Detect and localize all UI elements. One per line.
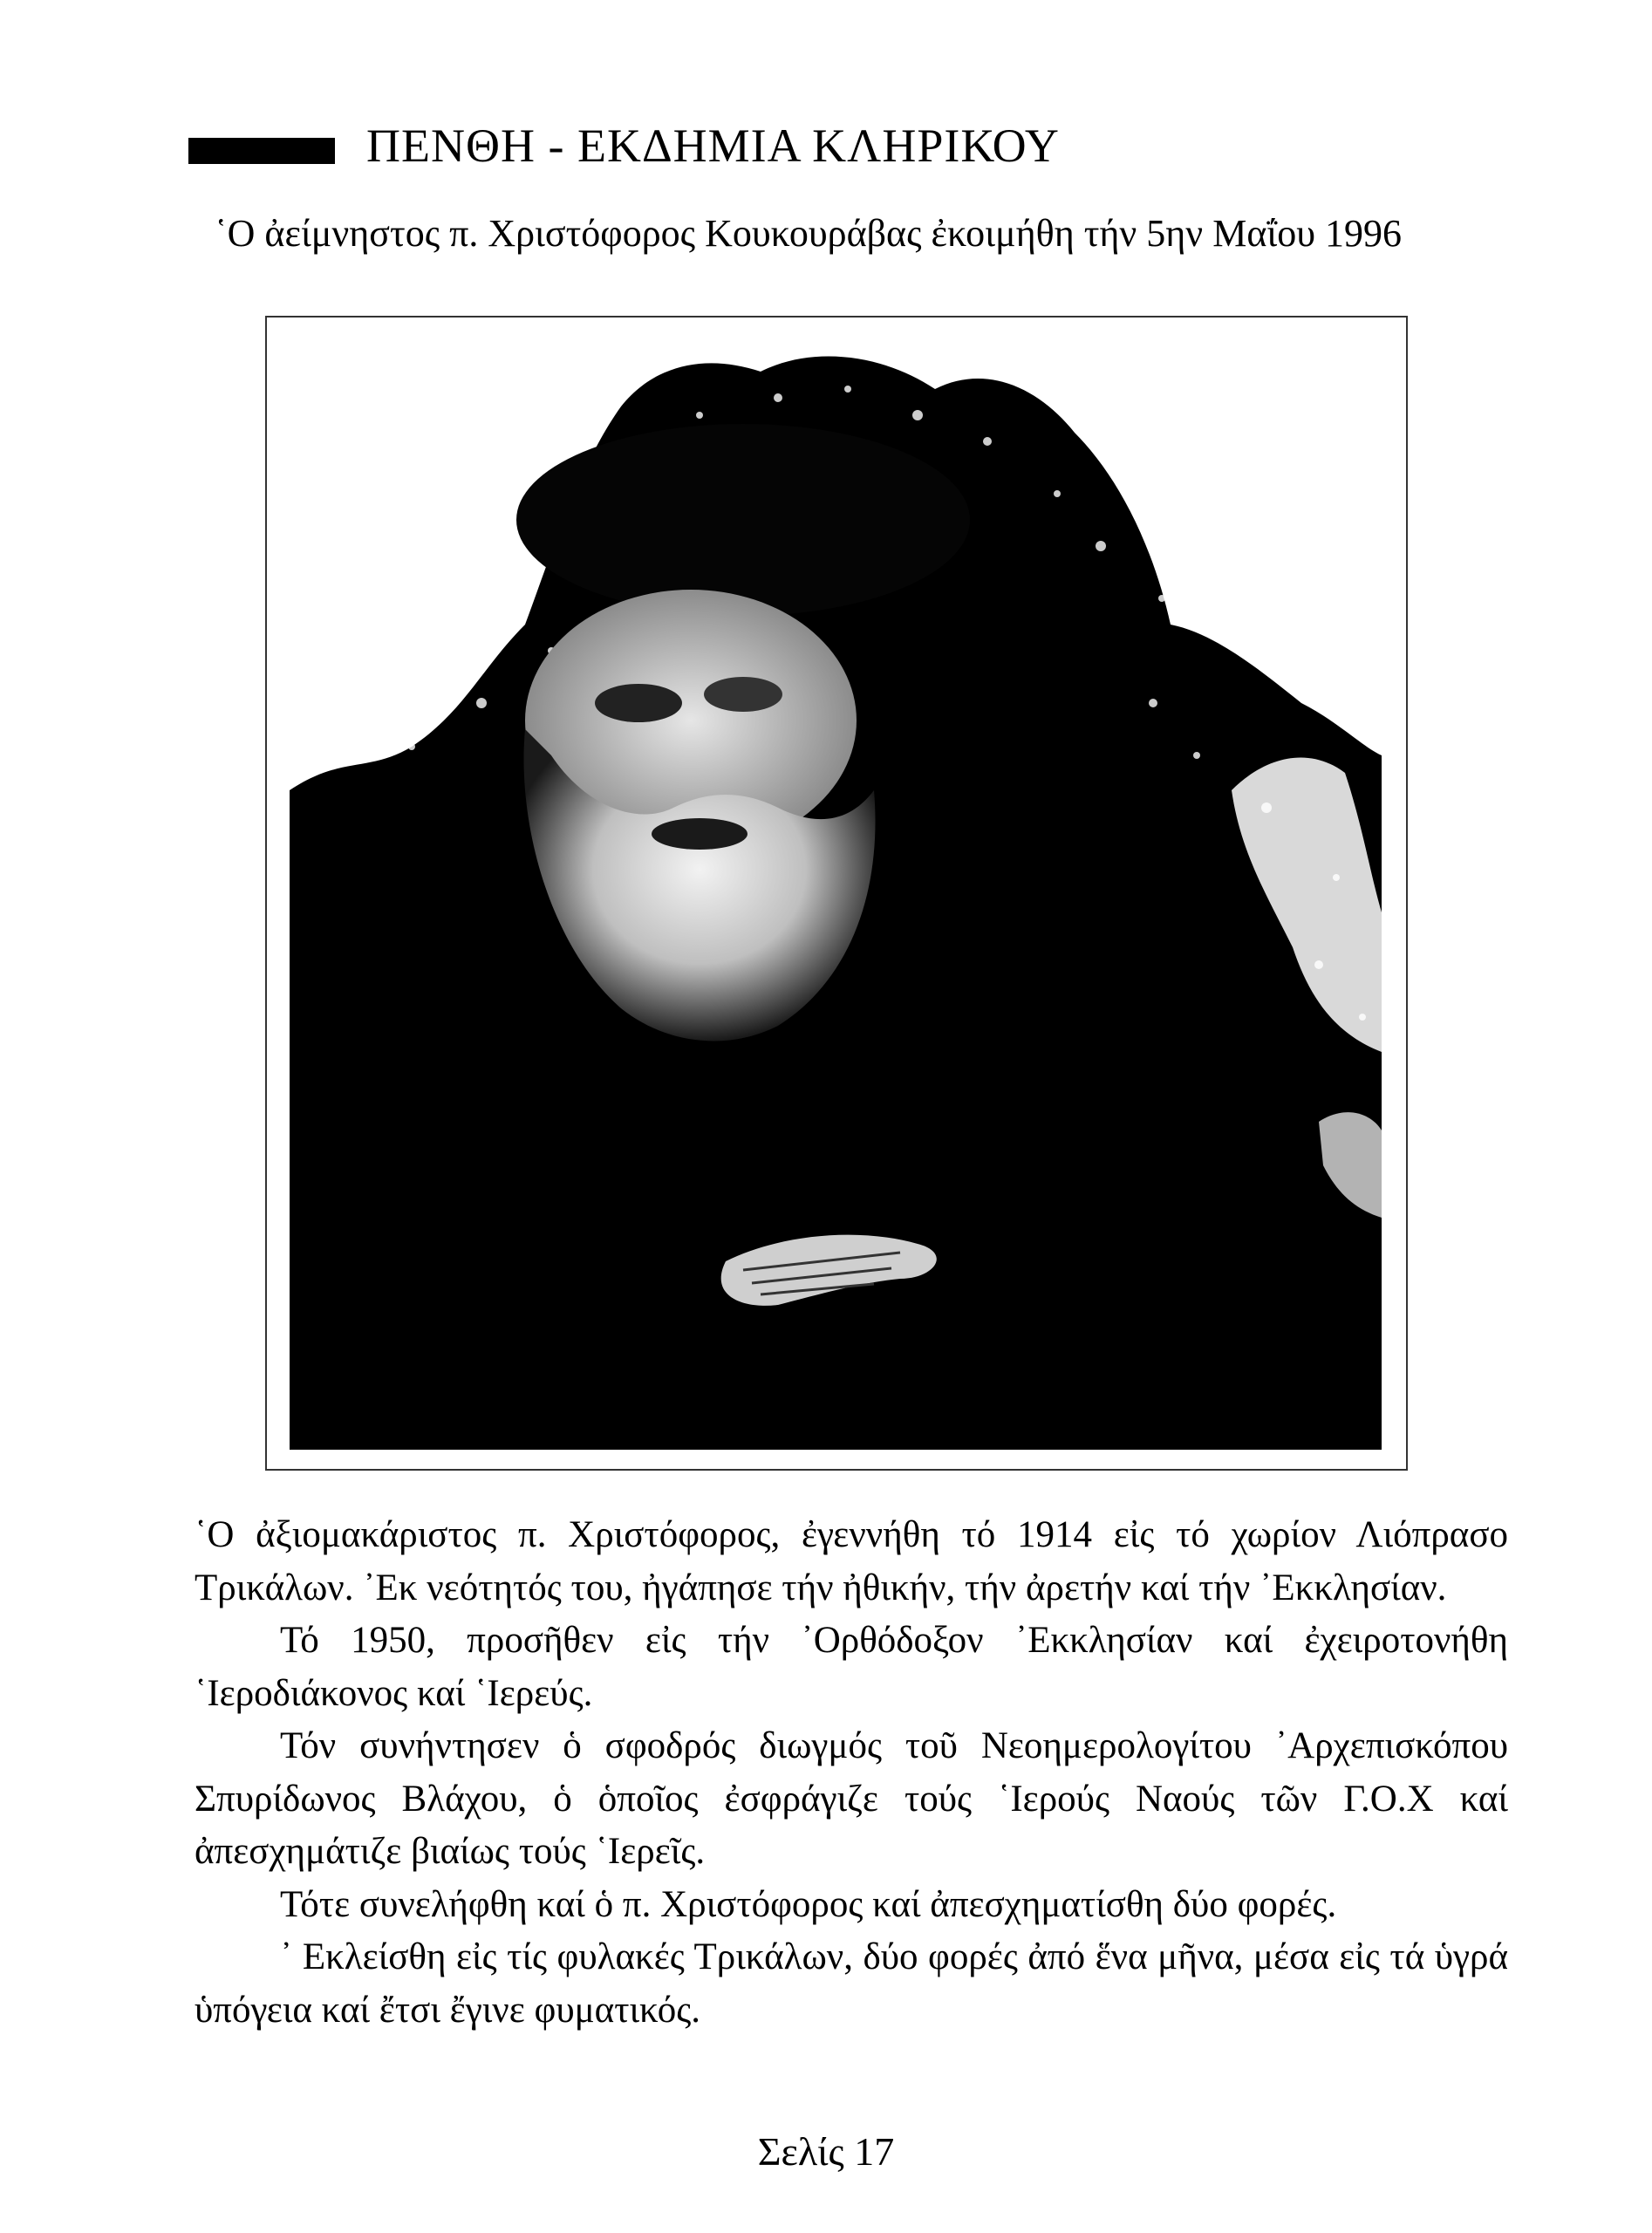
article-body bbox=[195, 1509, 1508, 2037]
paragraph-persecution: Τόν συνήντησεν ὁ σφοδρός διωγμός τοῦ Νεοημερολογίτου ᾿Αρχεπισκόπου Σπυρίδωνος Βλάχου, ὁ ὁποῖος ἐσφράγιζε τούς ῾Ιερούς Ναούς τῶν Γ.Ο.Χ καί ἀπεσχημάτιζε βιαίως τούς ῾Ιερεῖς. bbox=[195, 1725, 1508, 1872]
portrait-image bbox=[290, 337, 1382, 1450]
paragraph-ordination: Τό 1950, προσῆθεν εἰς τήν ᾿Ορθόδοξον ᾿Εκκλησίαν καί ἐχειροτονήθη ῾Ιεροδιάκονος καί ῾Ιερεύς. bbox=[195, 1620, 1508, 1714]
photo-frame bbox=[265, 316, 1408, 1471]
paragraph-arrest: Τότε συνελήφθη καί ὁ π. Χριστόφορος καί ἀπεσχηματίσθη δύο φορές. bbox=[280, 1883, 1337, 1925]
section-title: ΠΕΝΘΗ - ΕΚΔΗΜΙΑ ΚΛΗΡΙΚΟΥ bbox=[366, 120, 1060, 172]
paragraph-imprisonment: ᾿ Εκλείσθη εἰς τίς φυλακές Τρικάλων, δύο φορές ἀπό ἕνα μῆνα, μέσα εἰς τά ὑγρά ὑπόγεια καί ἔτσι ἔγινε φυματικός. bbox=[195, 1936, 1508, 2031]
paragraph-birth: ῾Ο ἀξιομακάριστος π. Χριστόφορος, ἐγεννήθη τό 1914 εἰς τό χωρίον Λιόπρασο Τρικάλων. ᾿Εκ νεότητός του, ἠγάπησε τήν ἠθικήν, τήν ἀρετήν καί τήν ᾿Εκκλησίαν. bbox=[195, 1514, 1508, 1608]
header-bar bbox=[188, 138, 335, 164]
subtitle: ῾Ο ἀείμνηστος π. Χριστόφορος Κουκουράβας ἐκοιμήθη τήν 5ην Μαΐου 1996 bbox=[215, 212, 1402, 255]
page-number: Σελίς 17 bbox=[757, 2129, 895, 2174]
priest-portrait-photo bbox=[290, 337, 1382, 1450]
